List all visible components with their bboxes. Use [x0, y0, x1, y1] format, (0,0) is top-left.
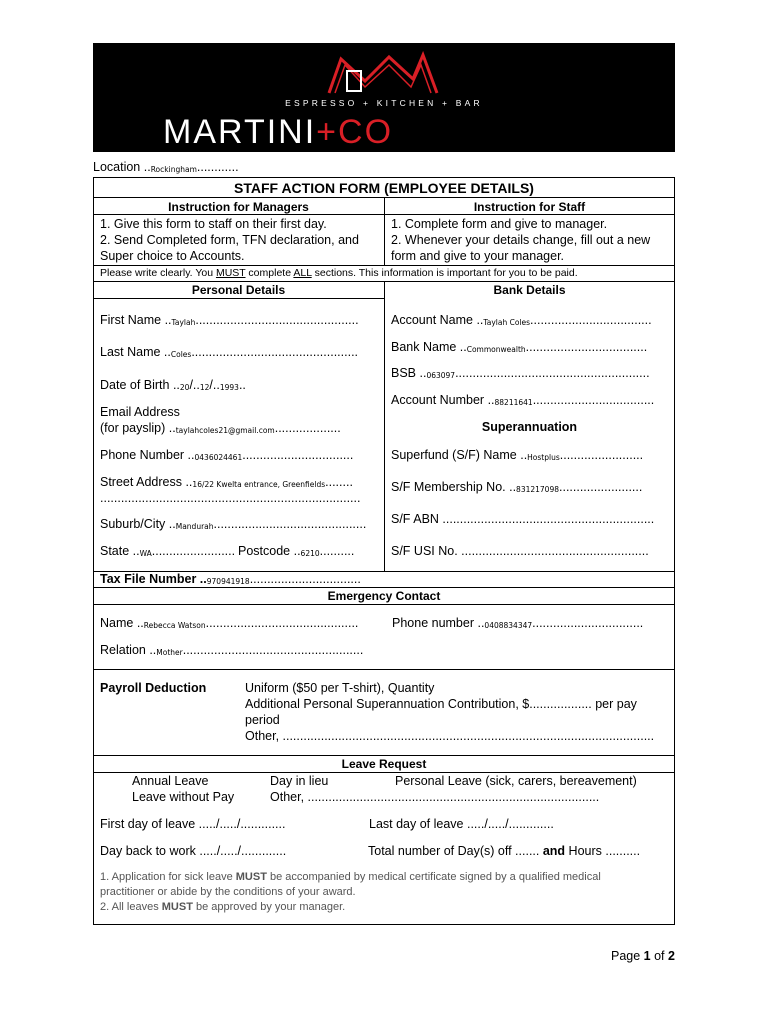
bank-name-dots: ...................................	[525, 340, 648, 354]
state-value: WA	[139, 549, 152, 558]
tfn-dots: ................................	[249, 572, 361, 586]
superannuation-header: Superannuation	[481, 420, 578, 434]
dob-sep-1: /..	[189, 378, 200, 392]
emergency-name-label: Name ..	[100, 616, 144, 630]
note2-post: be approved by your manager.	[192, 901, 346, 913]
form-title: STAFF ACTION FORM (EMPLOYEE DETAILS)	[234, 180, 534, 196]
uniform-line[interactable]: Uniform ($50 per T-shirt), Quantity	[245, 681, 435, 695]
email-value: taylahcoles21@gmail.com	[175, 426, 275, 435]
write-clearly-notice	[100, 267, 578, 279]
phone-field[interactable]	[100, 448, 353, 462]
dob-sep-2: /..	[209, 378, 220, 392]
emergency-name-field[interactable]	[100, 616, 358, 630]
page-pre: Page	[611, 949, 644, 963]
leave-other-line[interactable]: Other, ....................................................................................	[270, 790, 600, 804]
bsb-value: 063097	[426, 371, 456, 380]
payroll-label: Payroll Deduction	[100, 681, 207, 695]
street-value: 16/22 Kwelta entrance, Greenfields	[192, 480, 326, 489]
annual-leave-option[interactable]: Annual Leave	[132, 774, 209, 788]
last-day-leave-field[interactable]: Last day of leave ...../...../.............	[369, 817, 554, 831]
emergency-name-value: Rebecca Watson	[143, 621, 206, 630]
managers-instruction-1: 1. Give this form to staff on their first day.	[100, 217, 327, 231]
account-number-label: Account Number ..	[391, 393, 495, 407]
last-name-field[interactable]	[100, 345, 358, 359]
account-name-field[interactable]	[391, 313, 652, 327]
note1-must: MUST	[235, 871, 267, 883]
leave-note-1-line-2: practitioner or abide by the conditions of your award.	[100, 886, 356, 898]
postcode-label: Postcode ..	[238, 544, 301, 558]
brand-name-part2: CO	[338, 113, 394, 151]
emergency-phone-field[interactable]	[392, 616, 643, 630]
bank-details-header: Bank Details	[493, 283, 566, 297]
tfn-field[interactable]	[100, 572, 361, 586]
phone-value: 0436024461	[194, 453, 243, 462]
sf-usi-field[interactable]: S/F USI No. ......................................................	[391, 544, 649, 558]
payroll-other-line[interactable]: Other, ...........................................................................................................	[245, 729, 655, 743]
emergency-relation-dots: ....................................................	[182, 643, 364, 657]
first-day-leave-field[interactable]: First day of leave ...../...../.............	[100, 817, 286, 831]
street-label: Street Address ..	[100, 475, 193, 489]
personal-leave-option[interactable]: Personal Leave (sick, carers, bereavement)	[395, 774, 637, 788]
notice-must: MUST	[215, 267, 246, 279]
account-name-label: Account Name ..	[391, 313, 484, 327]
state-label: State ..	[100, 544, 140, 558]
first-name-field[interactable]	[100, 313, 359, 327]
last-name-dots: ................................................	[191, 345, 359, 359]
tfn-value: 970941918	[206, 577, 250, 586]
superfund-field[interactable]	[391, 448, 643, 462]
account-number-dots: ...................................	[532, 393, 655, 407]
page-mid: of	[650, 949, 668, 963]
dob-year: 1993	[219, 383, 239, 392]
emergency-phone-value: 0408834347	[484, 621, 533, 630]
first-name-dots: ...............................................	[195, 313, 359, 327]
membership-label: S/F Membership No. ..	[391, 480, 517, 494]
emergency-header: Emergency Contact	[327, 589, 441, 603]
note2-pre: 2. All leaves	[100, 901, 162, 913]
state-dots: ........................	[151, 544, 236, 558]
email-dots: ...................	[274, 421, 341, 435]
superfund-value: Hostplus	[527, 453, 560, 462]
staff-header: Instruction for Staff	[473, 200, 586, 214]
staff-instruction-1: 1. Complete form and give to manager.	[391, 217, 608, 231]
suburb-dots: ............................................	[213, 517, 367, 531]
staff-instruction-2: 2. Whenever your details change, fill out a new	[391, 233, 651, 247]
sf-abn-field[interactable]: S/F ABN .............................................................	[391, 512, 655, 526]
emergency-relation-value: Mother	[156, 648, 183, 657]
location-value: Rockingham	[150, 165, 197, 174]
postcode-value: 6210	[300, 549, 320, 558]
emergency-phone-label: Phone number ..	[392, 616, 485, 630]
martini-logo-icon	[325, 51, 445, 97]
tfn-label: Tax File Number ..	[100, 572, 207, 586]
day-in-lieu-option[interactable]: Day in lieu	[270, 774, 329, 788]
bank-name-field[interactable]	[391, 340, 647, 354]
state-field[interactable]	[100, 544, 235, 558]
day-back-field[interactable]: Day back to work ...../...../.............	[100, 844, 287, 858]
superfund-label: Superfund (S/F) Name ..	[391, 448, 528, 462]
managers-instruction-3: Super choice to Accounts.	[100, 249, 245, 263]
total-days-field[interactable]	[368, 844, 640, 858]
account-number-value: 88211641	[494, 398, 533, 407]
leave-header: Leave Request	[341, 757, 427, 771]
street-line-2[interactable]: ...........................................................................	[100, 491, 361, 505]
dob-end: ..	[238, 378, 246, 392]
brand-tagline: ESPRESSO + KITCHEN + BAR	[285, 98, 483, 108]
dob-label: Date of Birth ..	[100, 378, 180, 392]
last-name-label: Last Name ..	[100, 345, 171, 359]
notice-mid: complete	[245, 267, 294, 279]
personal-details-header: Personal Details	[191, 283, 286, 297]
brand-name-part1: MARTINI	[163, 113, 317, 151]
bsb-dots: ........................................................	[455, 366, 650, 380]
emergency-name-dots: ............................................	[205, 616, 359, 630]
email-label-1: Email Address	[100, 405, 180, 419]
emergency-relation-field[interactable]	[100, 643, 363, 657]
postcode-dots: ..........	[319, 544, 355, 558]
location-line	[93, 160, 239, 174]
brand-header	[93, 43, 675, 152]
page-num: 1	[643, 949, 651, 963]
leave-without-pay-option[interactable]: Leave without Pay	[132, 790, 235, 804]
dob-month: 12	[199, 383, 210, 392]
suburb-value: Mandurah	[175, 522, 214, 531]
total-days-post: Hours ..........	[565, 844, 641, 858]
postcode-field[interactable]	[238, 544, 354, 558]
membership-dots: ........................	[559, 480, 643, 494]
first-name-label: First Name ..	[100, 313, 172, 327]
bsb-label: BSB ..	[391, 366, 427, 380]
street-dots: ........	[325, 475, 353, 489]
page-number	[611, 949, 675, 963]
last-name-value: Coles	[170, 350, 192, 359]
brand-name	[163, 113, 393, 152]
phone-label: Phone Number ..	[100, 448, 195, 462]
suburb-field[interactable]	[100, 517, 366, 531]
leave-note-2	[100, 901, 345, 913]
dob-field[interactable]	[100, 378, 246, 392]
super-contribution-line[interactable]: Additional Personal Superannuation Contribution, $.................. per pay	[245, 697, 637, 711]
bank-name-label: Bank Name ..	[391, 340, 467, 354]
total-days-and: and	[542, 844, 566, 858]
first-name-value: Taylah	[171, 318, 196, 327]
brand-plus: +	[316, 113, 339, 151]
bank-name-value: Commonwealth	[466, 345, 526, 354]
note1-pre: 1. Application for sick leave	[100, 871, 236, 883]
account-number-field[interactable]	[391, 393, 654, 407]
account-name-value: Taylah Coles	[483, 318, 531, 327]
note1-post: be accompanied by medical certificate signed by a qualified medical	[266, 871, 601, 883]
super-contribution-line-2: period	[245, 713, 280, 727]
phone-dots: ................................	[242, 448, 354, 462]
emergency-phone-dots: ................................	[532, 616, 644, 630]
total-days-pre: Total number of Day(s) off .......	[368, 844, 543, 858]
membership-field[interactable]	[391, 480, 642, 494]
staff-instruction-3: form and give to your manager.	[391, 249, 565, 263]
leave-note-1	[100, 871, 601, 883]
notice-all: ALL	[293, 267, 312, 279]
managers-instruction-2: 2. Send Completed form, TFN declaration, and	[100, 233, 359, 247]
bsb-field[interactable]	[391, 366, 650, 380]
email-label-2: (for payslip) ..	[100, 421, 176, 435]
superfund-dots: ........................	[559, 448, 644, 462]
membership-value: 831217098	[516, 485, 559, 494]
note2-must: MUST	[161, 901, 193, 913]
notice-post: sections. This information is important for you to be paid.	[311, 267, 578, 279]
notice-pre: Please write clearly. You	[100, 267, 216, 279]
dob-day: 20	[179, 383, 190, 392]
street-field[interactable]	[100, 475, 353, 489]
page-total: 2	[668, 949, 675, 963]
account-name-dots: ...................................	[530, 313, 652, 327]
managers-header: Instruction for Managers	[168, 200, 309, 214]
location-label: Location ..	[93, 160, 151, 174]
suburb-label: Suburb/City ..	[100, 517, 176, 531]
location-dots: ............	[196, 160, 239, 174]
emergency-relation-label: Relation ..	[100, 643, 157, 657]
email-field[interactable]	[100, 421, 341, 435]
